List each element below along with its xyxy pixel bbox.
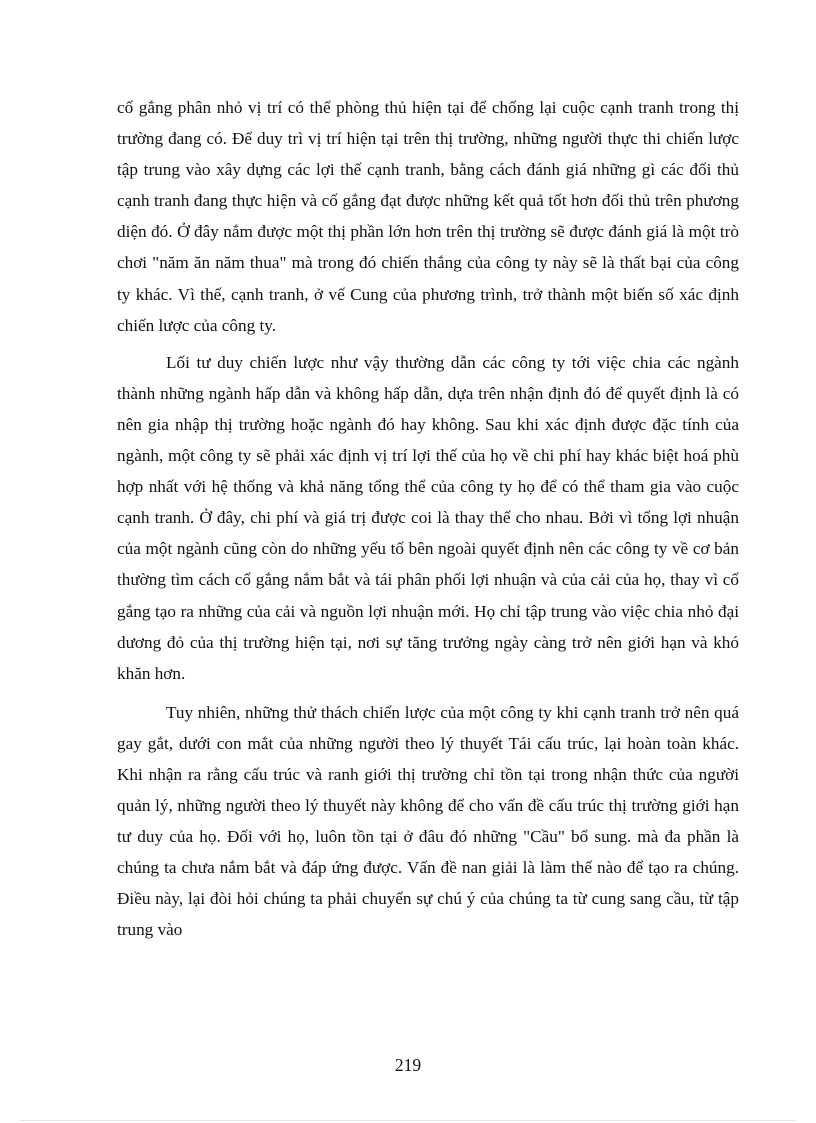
page-number: 219 <box>394 1055 422 1075</box>
footer-dotted-rule <box>20 1120 796 1121</box>
paragraph-2: Lối tư duy chiến lược như vậy thường dẫn các công ty tới việc chia các ngành thành những ngành hấp dẫn và không hấp dẫn, dựa trên nhận định đó để quyết định là có nên gia nhập thị trường hoặc ngành đó hay không. Sau khi xác định được đặc tính của ngành, một công ty sẽ phải xác định vị trí lợi thế của họ về chi phí hay khác biệt hoá phù hợp nhất với hệ thống và khả năng tổng thể của công ty họ để có thể tham gia vào cuộc cạnh tranh. Ở đây, chi phí và giá trị được coi là thay thế cho nhau. Bởi vì tổng lợi nhuận của một ngành cũng còn do những yếu tố bên ngoài quyết định nên các công ty về cơ bản thường tìm cách cố gắng nắm bắt và tái phân phối lợi nhuận và của cải của họ, thay vì cố gắng tạo ra những của cải và nguồn lợi nhuận mới. Họ chỉ tập trung vào việc chia nhỏ đại dương đỏ của thị trường hiện tại, nơi sự tăng trưởng ngày càng trở nên giới hạn và khó khăn hơn. <box>117 352 739 683</box>
paragraph-1: cố gắng phân nhỏ vị trí có thể phòng thủ hiện tại để chống lại cuộc cạnh tranh trong thị trường đang có. Để duy trì vị trí hiện tại trên thị trường, những người thực thi chiến lược tập trung vào xây dựng các lợi thế cạnh tranh, bằng cách đánh giá những gì các đối thủ cạnh tranh đang thực hiện và cố gắng đạt được những kết quả tốt hơn đối thủ trên phương diện đó. Ở đây nắm được một thị phần lớn hơn trên thị trường sẽ được đánh giá là một trò chơi "năm ăn năm thua" mà trong đó chiến thắng của công ty này sẽ là thất bại của công ty khác. Vì thế, cạnh tranh, ở vế Cung của phương trình, trở thành một biến số xác định chiến lược của công ty. <box>117 98 739 335</box>
paragraph-3: Tuy nhiên, những thử thách chiến lược của một công ty khi cạnh tranh trở nên quá gay gắt, dưới con mắt của những người theo lý thuyết Tái cấu trúc, lại hoàn toàn khác. Khi nhận ra rằng cấu trúc và ranh giới thị trường chỉ tồn tại trong nhận thức của người quản lý, những người theo lý thuyết này không để cho vấn đề cấu trúc thị trường giới hạn tư duy của họ. Đối với họ, luôn tồn tại ở đâu đó những "Cầu" bổ sung. mà đa phần là chúng ta chưa nắm bắt và đáp ứng được. Vấn đề nan giải là làm thế nào để tạo ra chúng. Điều này, lại đòi hỏi chúng ta phải chuyển sự chú ý của chúng ta từ cung sang cầu, từ tập trung vào <box>117 702 739 940</box>
page-body <box>117 92 739 946</box>
